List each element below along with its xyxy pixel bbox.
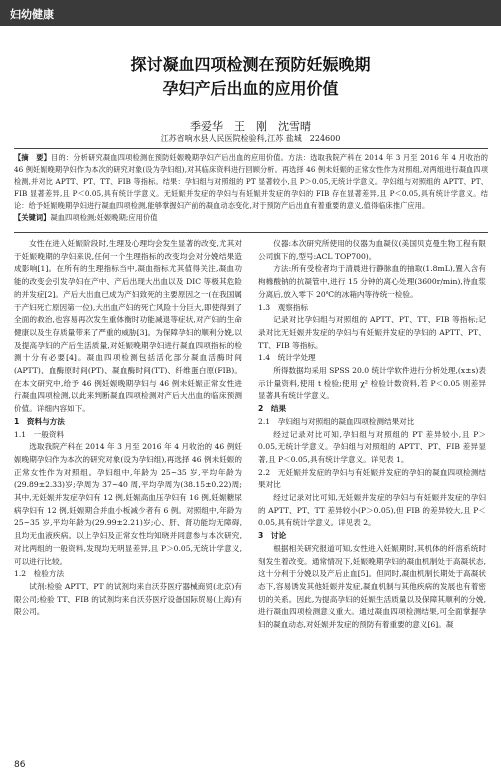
body-paragraph: 根据相关研究报道可知,女性进入妊娠期时,其机体的纤溶系统时刻发生着改变。通常情况下,妊娠晚期孕妇的凝血机制处于高凝状态,这十分利于分娩以及产后止血[5]。但同时,凝血机制长期处于高凝状态下,容易诱发其他妊娠并发症,凝血机制与其他疾病的发展也有着密切的关系。因此,为提高孕妇的妊娠生活质量以及保障其顺利的分娩,进行凝血四项检测意义重大。通过凝血四项检测结果,可全面掌握孕妇的凝血动态,对妊娠并发症的预防有着重要的意义[6]。凝 — [258, 543, 486, 630]
abstract-bottom-rule — [14, 232, 488, 233]
section-heading: 1.2 检验方法 — [14, 569, 65, 579]
section-heading: 1 资料与方法 — [14, 416, 65, 426]
abstract-label: 【摘 要】 — [14, 153, 52, 162]
section-heading: 2.1 孕妇组与对照组的凝血四项检测结果对比 — [258, 416, 415, 426]
keywords-label: 【关键词】 — [14, 213, 51, 222]
body-column-right — [258, 238, 486, 632]
page-number: 86 — [14, 760, 26, 770]
body-paragraph: 方法:所有受检者均于清晨进行静脉血的抽取(1.8mL),置入含有枸橼酸钠的抗凝管中,进行 15 分钟的离心处理(3600r/min),待血浆分离后,放入零下 20℃的冰箱内等待统一检验。 — [258, 264, 486, 299]
body-paragraph: 女性在进入妊娠阶段时,生理及心理均会发生显著的改变,尤其对于妊娠晚期的孕妇来说,任何一个生理指标的改变均会对分娩结果造成影响[1]。在所有的生理指标当中,凝血指标尤其值得关注,凝血功能的改变会引发孕妇在产中、产后出现大出血以及 DIC 等极其危险的并发症[2]。产后大出血已成为产妇致死的主要原因之一(在我国属于产妇死亡原因第一位),大出血产妇的死亡风险十分巨大,即使得到了全面的救治,也容易再次发生重体衡时功能减退等症状,对产妇的生命健康以及生存质量带来了严重的威胁[3]。为保障孕妇的顺利分娩,以及提高孕妇的产后生活质量,对妊娠晚期孕妇进行凝血四项指标的检测十分有必要[4]。凝血四项检测包括活化部分凝血活酶时间(APTT)、血酶原时间(PT)、凝血酶时间(TT)、纤维蛋白原(FIB)。在本文研究中,给予 46 例妊娠晚期孕妇与 46 例未妊娠正常女性进行凝血四项检测,以此来判断凝血四项检测对产后大出血的临床预测价值。详细内容如下。 — [14, 239, 243, 414]
keywords-text: 凝血四项检测;妊娠晚期;应用价值 — [50, 213, 158, 222]
body-paragraph: 仪器:本次研究所使用的仪器为血凝仪(美国贝克曼生物工程有限公司旗下的,型号:ACL TOP700)。 — [258, 239, 486, 261]
article-title-line1: 探讨凝血四项检测在预防妊娠晚期 — [130, 55, 371, 74]
body-paragraph: 选取我院产科在 2014 年 3 月至 2016 年 4 月收治的 46 例妊娠晚期孕妇作为本次的研究对象(设为孕妇组),再选择 46 例未妊娠的正常女性作为对照组。孕妇组中,年龄为 25~35 岁,平均年龄为(29.89±2.33)岁;孕周为 37~40 周,平均孕周为(38.15±0.22)周;其中,无妊娠并发症孕妇有 12 例,妊娠高血压孕妇有 16 例,妊娠糖尿病孕妇有 12 例,妊娠期合并血小板减少者有 6 例。对照组中,年龄为 25~35 岁,平均年龄为(29.99±2.21)岁;心、肝、肾功能均无障碍,且均无血液疾病。以上孕妇及正常女性均知晓并同意参与本次研究,对比两组的一般资料,发现均无明显差异,且 P＞0.05,无统计学意义,可以进行比较。 — [14, 442, 242, 566]
section-heading: 1.3 观察指标 — [258, 302, 309, 312]
body-paragraph: 记录对比孕妇组与对照组的 APTT、PT、TT、FIB 等指标;记录对比无妊娠并发症的孕妇与有妊娠并发症的孕妇的 APTT、PT、TT、FIB 等指标。 — [258, 315, 486, 350]
body-paragraph: 经过记录对比可知,无妊娠并发症的孕妇与有妊娠并发症的孕妇的 APTT、PT、TT 差异较小(P＞0.05),但 FIB 的差异较大,且 P＜0.05,具有统计学意义。详见表 2。 — [258, 493, 486, 528]
section-header-bar — [0, 0, 501, 26]
section-heading: 2 结果 — [258, 404, 287, 414]
author-list: 季爱华 王 刚 沈雪晴 — [190, 120, 311, 133]
abstract-block — [14, 152, 488, 224]
body-paragraph: 经过记录对比可知,孕妇组与对照组的 PT 差异较小,且 P＞0.05,无统计学意义。孕妇组与对照组的 APTT、PT、FIB 差异显著,且 P＜0.05,具有统计学意义。详见表 1。 — [258, 429, 486, 464]
body-paragraph: 试剂:检验 APTT、PT 的试剂均来自沃芬医疗器械商贸(北京)有限公司;检验 TT、FIB 的试剂均来自沃芬医疗设备国际贸易(上海)有限公司。 — [14, 581, 242, 617]
section-heading: 1.4 统计学处理 — [258, 353, 316, 363]
article-title-line2: 孕妇产后出血的应用价值 — [162, 79, 339, 98]
author-affiliation: 江苏省响水县人民医院检验科,江苏 盐城 224600 — [160, 134, 341, 143]
body-paragraph: 所得数据均采用 SPSS 20.0 统计学软件进行分析处理,(x±s)表示计量资料,使用 t 检验;使用 χ² 检验计数资料,若 P＜0.05 则差异显著具有统计学意义。 — [258, 366, 486, 401]
section-heading: 3 讨论 — [258, 531, 287, 541]
abstract-top-rule — [14, 148, 488, 149]
section-label: 妇幼健康 — [10, 8, 54, 21]
body-column-left — [14, 238, 242, 619]
section-heading: 1.1 一般资料 — [14, 429, 65, 439]
section-heading: 2.2 无妊娠并发症的孕妇与有妊娠并发症的孕妇的凝血四项检测结果对比 — [258, 467, 486, 490]
abstract-text: 目的：分析研究凝血四项检测在预防妊娠晚期孕妇产后出血的应用价值。方法：选取我院产科在 2014 年 3 月至 2016 年 4 月收治的 46 例妊娠晚期孕妇作为本次的研究对象(设为孕妇组),对其临床资料进行回顾分析。再选择 46 例未妊娠的正常女性作为对照组,对两组进行凝血四项检测,并对比 APTT、PT、TT、FIB 等指标。结果：孕妇组与对照组的 PT 显著较小,且 P＞0.05,无统计学意义。孕妇组与对照组的 APTT、PT、FIB 显著差异,且 P＜0.05,具有统计学意义。无妊娠并发症的孕妇与有妊娠并发症的孕妇的 FIB 存在显著差异,且 P＜0.05,具有统计学意义。结论：给予妊娠晚期孕妇进行凝血四项检测,能够掌握妇产前的凝血动态变化,对于预防产后出血有着重要的意义,值得临床推广应用。 — [14, 153, 488, 210]
